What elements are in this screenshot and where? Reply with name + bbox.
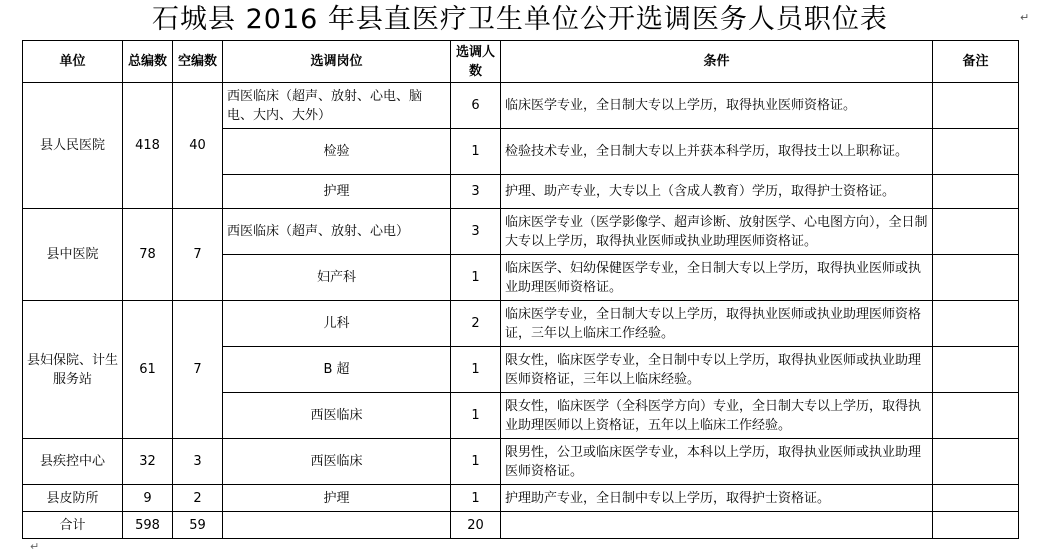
position-cell: 护理 <box>223 175 451 209</box>
total-cell: 32 <box>123 439 173 485</box>
count-cell: 1 <box>451 255 501 301</box>
conditions-cell: 限女性，临床医学（全科医学方向）专业，全日制大专以上学历，取得执业助理医师以上资格证，五年以上临床工作经验。 <box>501 393 933 439</box>
unit-cell: 县中医院 <box>23 209 123 301</box>
count-cell: 1 <box>451 439 501 485</box>
table-row <box>23 485 1019 512</box>
vacant-cell: 7 <box>173 301 223 439</box>
header-conditions: 条件 <box>501 41 933 83</box>
total-label: 合计 <box>23 512 123 539</box>
position-cell: 西医临床 <box>223 439 451 485</box>
position-cell <box>223 512 451 539</box>
header-position: 选调岗位 <box>223 41 451 83</box>
table-row <box>23 301 1019 347</box>
vacant-cell: 40 <box>173 83 223 209</box>
position-cell: 护理 <box>223 485 451 512</box>
vacant-cell: 2 <box>173 485 223 512</box>
conditions-cell: 检验技术专业，全日制大专以上并获本科学历，取得技士以上职称证。 <box>501 129 933 175</box>
remarks-cell <box>933 175 1019 209</box>
header-count: 选调人数 <box>451 41 501 83</box>
position-cell: 西医临床（超声、放射、心电） <box>223 209 451 255</box>
total-cell: 61 <box>123 301 173 439</box>
conditions-cell <box>501 512 933 539</box>
paragraph-mark-icon: ↵ <box>30 540 40 553</box>
remarks-cell <box>933 129 1019 175</box>
remarks-cell <box>933 255 1019 301</box>
remarks-cell <box>933 347 1019 393</box>
total-sum: 598 <box>123 512 173 539</box>
unit-cell: 县妇保院、计生服务站 <box>23 301 123 439</box>
table-header-row <box>23 41 1019 83</box>
unit-cell: 县疾控中心 <box>23 439 123 485</box>
table-row <box>23 439 1019 485</box>
total-cell: 418 <box>123 83 173 209</box>
conditions-cell: 临床医学专业，全日制大专以上学历，取得执业医师或执业助理医师资格证，三年以上临床工作经验。 <box>501 301 933 347</box>
unit-cell: 县人民医院 <box>23 83 123 209</box>
total-cell: 78 <box>123 209 173 301</box>
remarks-cell <box>933 393 1019 439</box>
vacant-sum: 59 <box>173 512 223 539</box>
position-table <box>22 40 1019 539</box>
count-cell: 1 <box>451 393 501 439</box>
conditions-cell: 临床医学专业（医学影像学、超声诊断、放射医学、心电图方向），全日制大专以上学历，取得执业医师或执业助理医师资格证。 <box>501 209 933 255</box>
remarks-cell <box>933 439 1019 485</box>
conditions-cell: 临床医学、妇幼保健医学专业，全日制大专以上学历，取得执业医师或执业助理医师资格证。 <box>501 255 933 301</box>
header-unit: 单位 <box>23 41 123 83</box>
conditions-cell: 限男性，公卫或临床医学专业，本科以上学历，取得执业医师或执业助理医师资格证。 <box>501 439 933 485</box>
conditions-cell: 护理、助产专业，大专以上（含成人教育）学历，取得护士资格证。 <box>501 175 933 209</box>
position-cell: 西医临床 <box>223 393 451 439</box>
conditions-cell: 限女性，临床医学专业，全日制中专以上学历，取得执业医师或执业助理医师资格证，三年以上临床经验。 <box>501 347 933 393</box>
remarks-cell <box>933 485 1019 512</box>
count-sum: 20 <box>451 512 501 539</box>
total-cell: 9 <box>123 485 173 512</box>
table-row <box>23 83 1019 129</box>
remarks-cell <box>933 83 1019 129</box>
conditions-cell: 临床医学专业，全日制大专以上学历，取得执业医师资格证。 <box>501 83 933 129</box>
count-cell: 6 <box>451 83 501 129</box>
position-cell: B 超 <box>223 347 451 393</box>
unit-cell: 县皮防所 <box>23 485 123 512</box>
count-cell: 1 <box>451 485 501 512</box>
corner-mark-icon: ↵ <box>1020 11 1030 24</box>
vacant-cell: 7 <box>173 209 223 301</box>
total-row <box>23 512 1019 539</box>
conditions-cell: 护理助产专业，全日制中专以上学历，取得护士资格证。 <box>501 485 933 512</box>
header-total: 总编数 <box>123 41 173 83</box>
header-vacant: 空编数 <box>173 41 223 83</box>
count-cell: 1 <box>451 347 501 393</box>
count-cell: 3 <box>451 175 501 209</box>
position-cell: 西医临床（超声、放射、心电、脑电、大内、大外） <box>223 83 451 129</box>
remarks-cell <box>933 209 1019 255</box>
header-remarks: 备注 <box>933 41 1019 83</box>
table-row <box>23 209 1019 255</box>
count-cell: 3 <box>451 209 501 255</box>
position-cell: 检验 <box>223 129 451 175</box>
position-cell: 儿科 <box>223 301 451 347</box>
remarks-cell <box>933 301 1019 347</box>
vacant-cell: 3 <box>173 439 223 485</box>
remarks-cell <box>933 512 1019 539</box>
count-cell: 2 <box>451 301 501 347</box>
page-title: 石城县 2016 年县直医疗卫生单位公开选调医务人员职位表 <box>152 4 888 35</box>
position-cell: 妇产科 <box>223 255 451 301</box>
count-cell: 1 <box>451 129 501 175</box>
